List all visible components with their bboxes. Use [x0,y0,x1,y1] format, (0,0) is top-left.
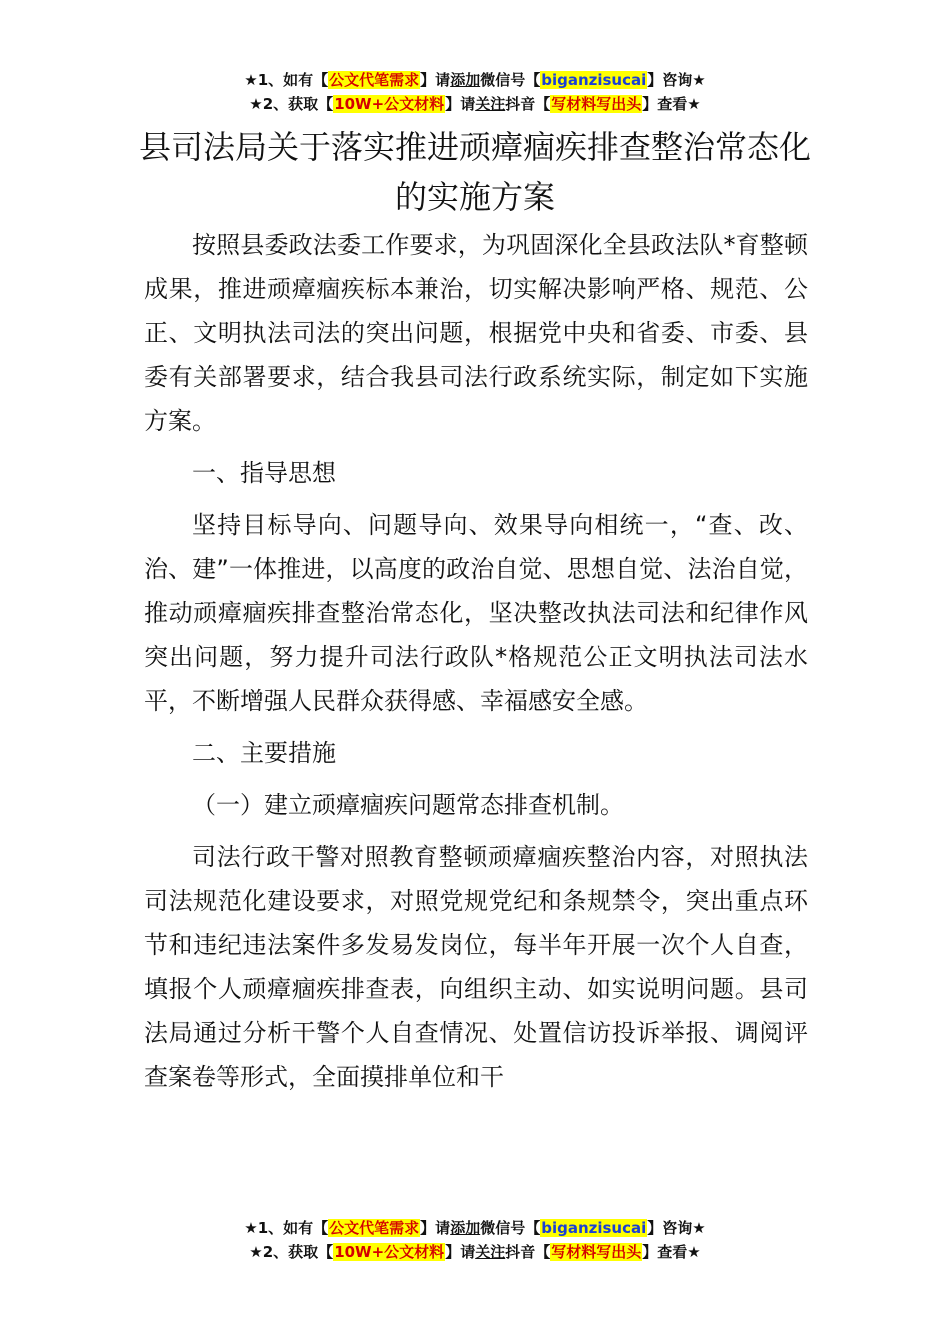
banner-underline-text: 添加 [450,1219,481,1237]
banner-text: ★2、获取【 [249,1243,334,1261]
banner-highlight: 公文代笔需求 [329,1219,420,1237]
paragraph-measure-1: 司法行政干警对照教育整顿顽瘴痼疾整治内容，对照执法司法规范化建设要求，对照党规党纪和条规禁令，突出重点环节和违纪违法案件多发易发岗位，每半年开展一次个人自查，填报个人顽瘴痼疾排查表，向组织主动、如实说明问题。县司法局通过分析干警个人自查情况、处置信访投诉举报、调阅评查案卷等形式，全面摸排单位和干 [144,843,808,1091]
banner-underline-text: 关注 [475,95,506,113]
banner-text: 】请 [420,1219,451,1237]
banner-text: 】查看★ [642,1243,701,1261]
footer-banner [0,1216,950,1264]
banner-text: 】请 [445,95,476,113]
banner-douyin-id: 写材料写出头 [551,95,642,113]
section-heading-1: 一、指导思想 [192,459,336,487]
banner-line-1 [0,1216,950,1240]
banner-text: 】请 [420,71,451,89]
banner-douyin-id: 写材料写出头 [551,1243,642,1261]
banner-wechat-id: biganzisucai [541,1219,647,1237]
banner-line-2 [0,92,950,116]
paragraph-intro: 按照县委政法委工作要求，为巩固深化全县政法队*育整顿成果，推进顽瘴痼疾标本兼治，切实解决影响严格、规范、公正、文明执法司法的突出问题，根据党中央和省委、市委、县委有关部署要求，结合我县司法行政系统实际，制定如下实施方案。 [144,231,808,435]
banner-highlight: 公文代笔需求 [329,71,420,89]
banner-underline-text: 添加 [450,71,481,89]
banner-text: ★2、获取【 [249,95,334,113]
paragraph-guiding-thought: 坚持目标导向、问题导向、效果导向相统一，“查、改、治、建”一体推进，以高度的政治自觉、思想自觉、法治自觉，推动顽瘴痼疾排查整治常态化，坚决整改执法司法和纪律作风突出问题，努力提升司法行政队*格规范公正文明执法司法水平，不断增强人民群众获得感、幸福感安全感。 [144,511,808,715]
banner-text: ★1、如有【 [244,1219,329,1237]
banner-text: 微信号【 [480,1219,541,1237]
banner-text: 】查看★ [642,95,701,113]
banner-wechat-id: biganzisucai [541,71,647,89]
banner-text: ★1、如有【 [244,71,329,89]
banner-text: 抖音【 [505,1243,551,1261]
header-banner [0,68,950,116]
banner-underline-text: 关注 [475,1243,506,1261]
banner-text: 微信号【 [480,71,541,89]
banner-text: 抖音【 [505,95,551,113]
document-title: 县司法局关于落实推进顽瘴痼疾排查整治常态化的实施方案 [138,128,811,216]
banner-line-2 [0,1240,950,1264]
banner-text: 】咨询★ [647,1219,706,1237]
section-heading-2: 二、主要措施 [192,739,336,767]
banner-line-1 [0,68,950,92]
document-body [144,223,808,1107]
banner-highlight: 10W+公文材料 [334,1243,445,1261]
banner-text: 】请 [445,1243,476,1261]
banner-text: 】咨询★ [647,71,706,89]
banner-highlight: 10W+公文材料 [334,95,445,113]
subsection-heading-1: （一）建立顽瘴痼疾问题常态排查机制。 [192,791,624,819]
